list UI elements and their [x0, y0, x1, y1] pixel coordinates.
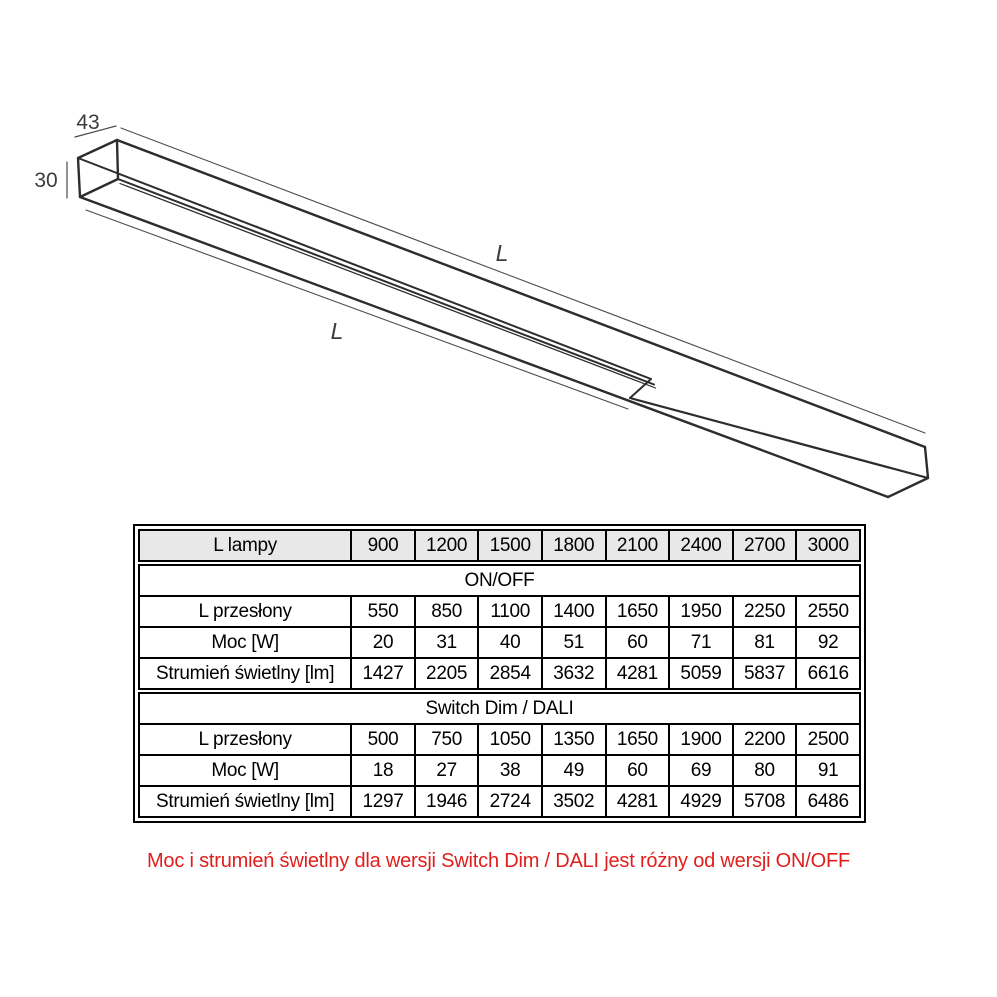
value-cell: 1400 — [542, 596, 606, 627]
row-label-cell: Moc [W] — [139, 627, 351, 658]
header-value-cell: 2100 — [606, 530, 670, 563]
row-label-cell: L przesłony — [139, 596, 351, 627]
header-label-cell: L lampy — [139, 530, 351, 563]
value-cell: 1650 — [606, 724, 670, 755]
value-cell: 1950 — [669, 596, 733, 627]
dimension-lines — [67, 126, 925, 433]
header-value-cell: 900 — [351, 530, 415, 563]
value-cell: 3632 — [542, 658, 606, 691]
table-row — [139, 596, 860, 627]
value-cell: 27 — [415, 755, 479, 786]
value-cell: 1100 — [478, 596, 542, 627]
value-cell: 2250 — [733, 596, 797, 627]
value-cell: 40 — [478, 627, 542, 658]
value-cell: 5059 — [669, 658, 733, 691]
value-cell: 4929 — [669, 786, 733, 817]
bottom-front-edge-line — [630, 398, 928, 478]
value-cell: 51 — [542, 627, 606, 658]
length-bottom-dim-line — [86, 210, 628, 409]
value-cell: 2205 — [415, 658, 479, 691]
front-top-edge-line — [78, 158, 651, 379]
value-cell: 3502 — [542, 786, 606, 817]
value-cell: 1900 — [669, 724, 733, 755]
lens-groove-line — [118, 179, 654, 385]
header-value-cell: 1500 — [478, 530, 542, 563]
section-row-dali — [139, 691, 860, 724]
header-value-cell: 1200 — [415, 530, 479, 563]
luminaire-body — [78, 140, 928, 497]
value-cell: 91 — [796, 755, 860, 786]
value-cell: 2854 — [478, 658, 542, 691]
value-cell: 1050 — [478, 724, 542, 755]
spec-table — [138, 529, 861, 818]
header-value-cell: 3000 — [796, 530, 860, 563]
value-cell: 500 — [351, 724, 415, 755]
value-cell: 2724 — [478, 786, 542, 817]
value-cell: 31 — [415, 627, 479, 658]
value-cell: 1650 — [606, 596, 670, 627]
value-cell: 5708 — [733, 786, 797, 817]
value-cell: 80 — [733, 755, 797, 786]
value-cell: 750 — [415, 724, 479, 755]
value-cell: 71 — [669, 627, 733, 658]
value-cell: 1297 — [351, 786, 415, 817]
dim-height-label: 30 — [34, 169, 58, 192]
table-row — [139, 724, 860, 755]
length-top-dim-line — [121, 128, 925, 433]
top-edge-line — [117, 140, 925, 447]
section-title-onoff: ON/OFF — [139, 563, 860, 596]
row-label-cell: Moc [W] — [139, 755, 351, 786]
dim-width-label: 43 — [76, 111, 100, 134]
value-cell: 38 — [478, 755, 542, 786]
footnote: Moc i strumień świetlny dla wersji Switch Dim / DALI jest różny od wersji ON/OFF — [146, 850, 851, 872]
table-row — [139, 755, 860, 786]
table-row — [139, 627, 860, 658]
value-cell: 18 — [351, 755, 415, 786]
value-cell: 2550 — [796, 596, 860, 627]
value-cell: 5837 — [733, 658, 797, 691]
value-cell: 850 — [415, 596, 479, 627]
table-header-row — [139, 530, 860, 563]
dim-length-top-label: L — [495, 240, 509, 266]
value-cell: 20 — [351, 627, 415, 658]
spec-table-wrapper — [133, 524, 866, 823]
value-cell: 6616 — [796, 658, 860, 691]
row-label-cell: Strumień świetlny [lm] — [139, 658, 351, 691]
row-label-cell: L przesłony — [139, 724, 351, 755]
table-row — [139, 786, 860, 817]
value-cell: 6486 — [796, 786, 860, 817]
end-cap-face — [78, 140, 118, 197]
section-title-dali: Switch Dim / DALI — [139, 691, 860, 724]
lens-groove-inner-line — [120, 184, 656, 389]
value-cell: 2200 — [733, 724, 797, 755]
value-cell: 2500 — [796, 724, 860, 755]
value-cell: 60 — [606, 755, 670, 786]
value-cell: 81 — [733, 627, 797, 658]
dim-length-bottom-label: L — [330, 318, 344, 344]
value-cell: 92 — [796, 627, 860, 658]
value-cell: 69 — [669, 755, 733, 786]
value-cell: 550 — [351, 596, 415, 627]
value-cell: 1946 — [415, 786, 479, 817]
header-value-cell: 2700 — [733, 530, 797, 563]
value-cell: 1350 — [542, 724, 606, 755]
value-cell: 49 — [542, 755, 606, 786]
header-value-cell: 1800 — [542, 530, 606, 563]
table-row — [139, 658, 860, 691]
value-cell: 60 — [606, 627, 670, 658]
value-cell: 1427 — [351, 658, 415, 691]
value-cell: 4281 — [606, 786, 670, 817]
section-row-onoff — [139, 563, 860, 596]
value-cell: 4281 — [606, 658, 670, 691]
row-label-cell: Strumień świetlny [lm] — [139, 786, 351, 817]
header-value-cell: 2400 — [669, 530, 733, 563]
bottom-edge-line — [80, 197, 888, 497]
